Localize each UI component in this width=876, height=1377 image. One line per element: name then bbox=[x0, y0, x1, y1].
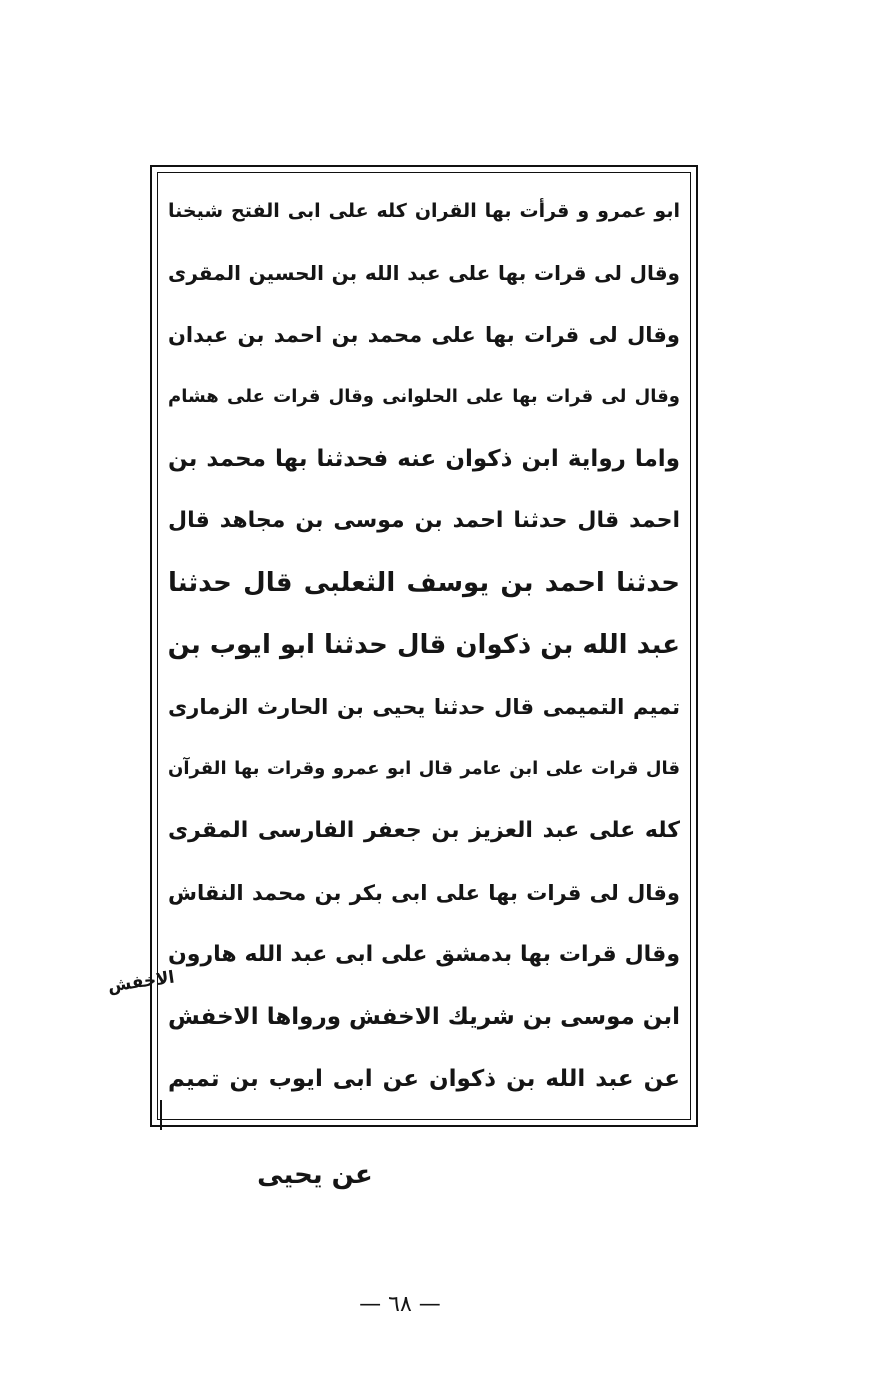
text-line-13: وقال قرات بها بدمشق علی ابی عبد الله هارون bbox=[168, 942, 680, 967]
text-line-14: ابن موسی بن شریك الاخفش ورواها الاخفش bbox=[168, 1004, 680, 1030]
text-line-7: حدثنا احمد بن یوسف الثعلبی قال حدثنا bbox=[168, 568, 680, 598]
text-line-5: واما روایة ابن ذکوان عنه فحدثنا بها محمد بن bbox=[168, 446, 680, 472]
catchword: عن یحیی bbox=[257, 1160, 373, 1190]
text-line-8: عبد الله بن ذکوان قال حدثنا ابو ایوب بن bbox=[168, 630, 680, 660]
text-line-12: وقال لی قرات بها علی ابی بکر بن محمد النقاش bbox=[168, 881, 680, 905]
margin-tick-mark bbox=[160, 1100, 162, 1130]
text-line-10: قال قرات علی ابن عامر قال ابو عمرو وقرات بها القرآن bbox=[168, 758, 680, 779]
text-line-4: وقال لی قرات بها علی الحلوانی وقال قرات علی هشام bbox=[168, 386, 680, 407]
text-line-15: عن عبد الله بن ذکوان عن ابی ایوب بن تمیم bbox=[168, 1066, 680, 1092]
page-number: — ٦٨ — bbox=[359, 1292, 441, 1317]
text-line-6: احمد قال حدثنا احمد بن موسی بن مجاهد قال bbox=[168, 508, 680, 533]
text-line-1: ابو عمرو و قرأت بها القران كله علی ابی الفتح شیخنا bbox=[168, 200, 680, 222]
text-line-11: کله علی عبد العزیز بن جعفر الفارسی المقری bbox=[168, 818, 680, 843]
text-line-2: وقال لی قرات بها علی عبد الله بن الحسین المقری bbox=[168, 261, 680, 285]
text-line-9: تمیم التمیمی قال حدثنا یحیی بن الحارث الزماری bbox=[168, 695, 680, 719]
margin-note: الاخفش bbox=[106, 967, 176, 997]
manuscript-text-block bbox=[168, 180, 680, 1110]
text-line-3: وقال لی قرات بها علی محمد بن احمد بن عبدان bbox=[168, 323, 680, 347]
